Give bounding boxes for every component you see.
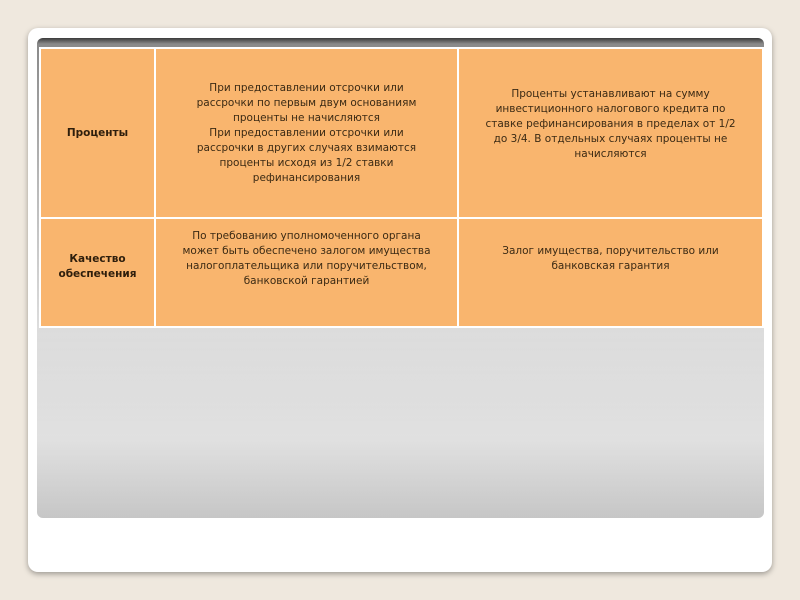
- cell-line: При предоставлении отсрочки или: [209, 126, 404, 139]
- cell-line: Залог имущества, поручительство или: [502, 245, 719, 257]
- cell-line: рассрочки по первым двум основаниям: [196, 96, 417, 109]
- row-header-label: Проценты: [66, 126, 129, 139]
- cell-line: ставке рефинансирования в пределах от 1/2: [485, 117, 736, 130]
- table-row: [40, 218, 763, 327]
- cell-line: инвестиционного налогового кредита по: [495, 102, 726, 115]
- row-header-interest: [40, 48, 155, 218]
- row-header-security: [40, 218, 155, 327]
- table-row: [40, 48, 763, 218]
- cell-line: рассрочки в других случаях взимаются: [196, 141, 417, 154]
- cell-line: рефинансирования: [252, 171, 361, 184]
- cell-line: По требованию уполномоченного органа: [192, 230, 421, 242]
- panel-gradient: [37, 318, 764, 518]
- cell-line: При предоставлении отсрочки или: [209, 81, 404, 94]
- cell-line: начисляются: [574, 147, 647, 160]
- cell-line: налогоплательщика или поручительством,: [186, 260, 427, 272]
- table-cell-credit-security: [458, 218, 763, 327]
- cell-line: до 3/4. В отдельных случаях проценты не: [493, 132, 728, 145]
- cell-line: банковской гарантией: [243, 275, 370, 287]
- table-cell-deferral-interest: [155, 48, 458, 218]
- table-cell-credit-interest: [458, 48, 763, 218]
- table-cell-deferral-security: [155, 218, 458, 327]
- row-header-label: обеспечения: [58, 267, 137, 280]
- slide: [28, 28, 772, 572]
- cell-line: проценты не начисляются: [232, 111, 380, 124]
- cell-line: проценты исходя из 1/2 ставки: [219, 156, 394, 169]
- comparison-table: [39, 47, 764, 328]
- cell-line: банковская гарантия: [551, 260, 670, 272]
- cell-line: может быть обеспечено залогом имущества: [182, 245, 431, 257]
- row-header-label: Качество: [69, 252, 126, 265]
- content-panel: [37, 38, 764, 518]
- cell-line: Проценты устанавливают на сумму: [511, 87, 710, 100]
